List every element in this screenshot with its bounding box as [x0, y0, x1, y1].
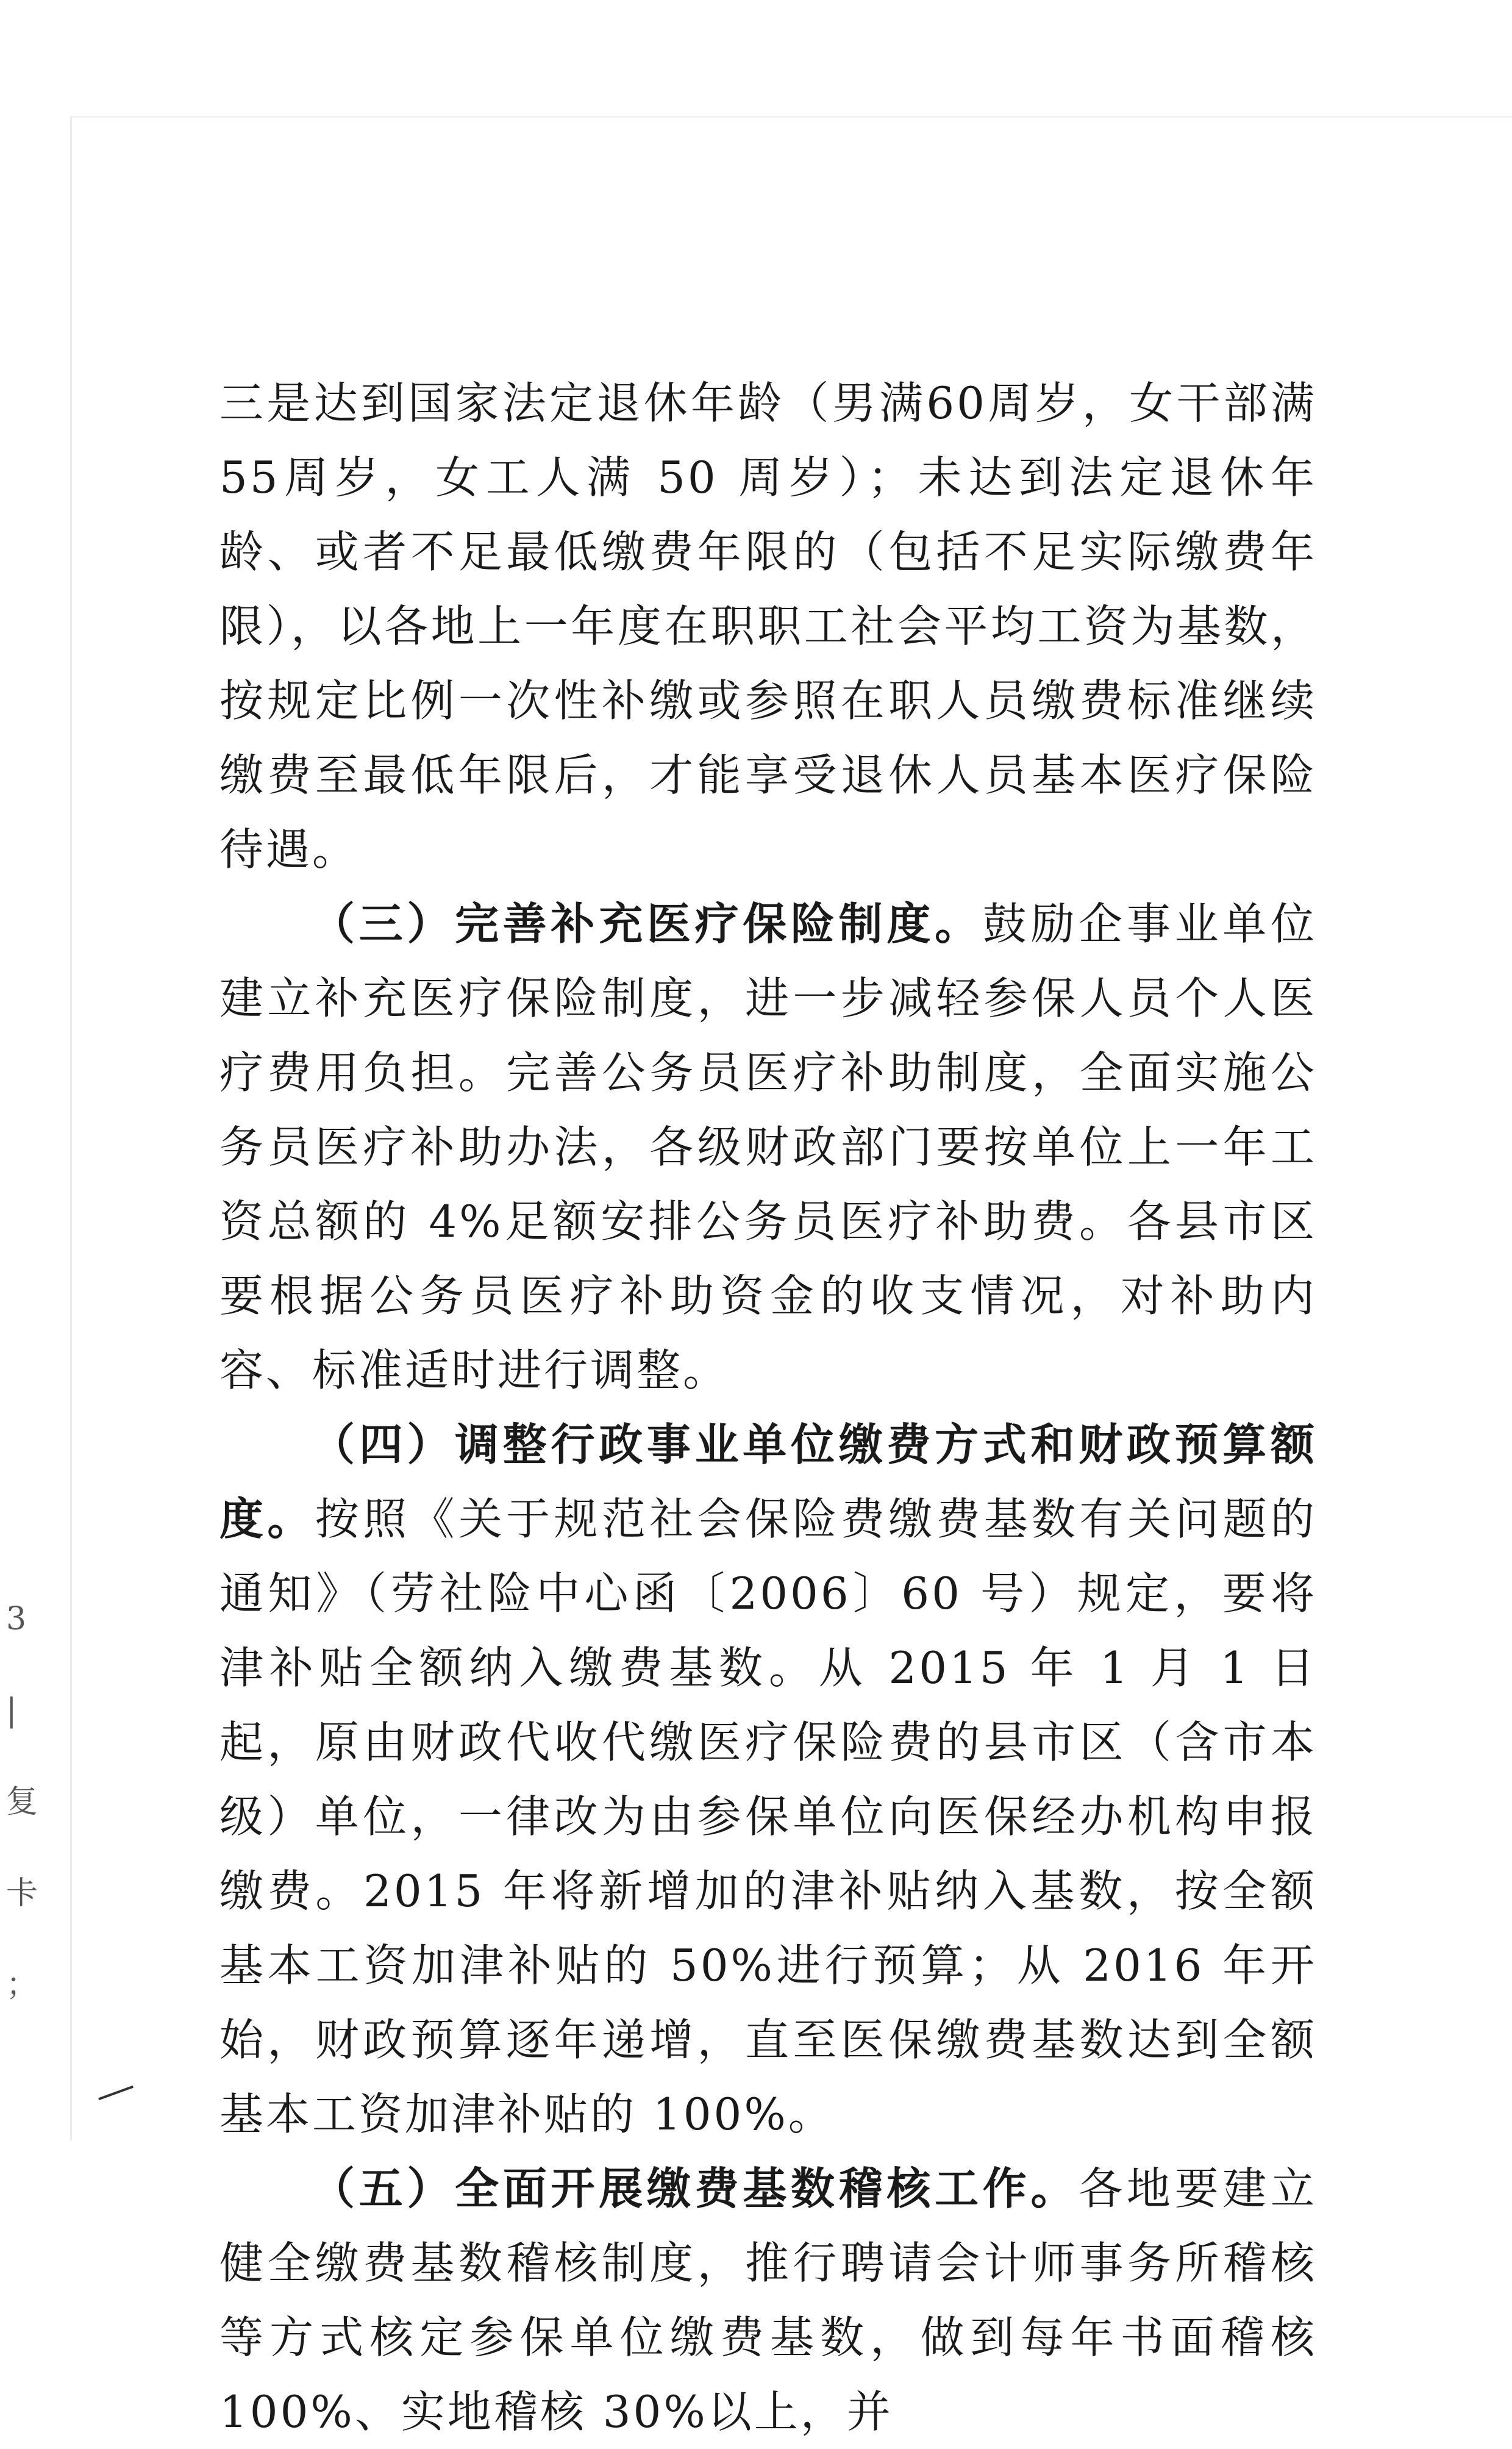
paragraph-text: 按照《关于规范社会保险费缴费基数有关问题的通知》（劳社险中心函〔2006〕60 号）规定，要将津补贴全额纳入缴费基数。从 2015 年 1 月 1 日起，原由财政代收代缴医疗保险费的县市区（含市本级）单位，一律改为由参保单位向医保经办机构申报缴费。2015 年将新增加的津补贴纳入基数，按全额基本工资加津补贴的 50%进行预算；从 2016 年开始，财政预算逐年递增，直至医保缴费基数达到全额基本工资加津补贴的 100%。 — [219, 1493, 1317, 2140]
paragraph-heading: （五）全面开展缴费基数稽核工作。 — [311, 2162, 1079, 2214]
paragraph-retirement-age — [219, 366, 1317, 887]
paragraph-audit-work — [219, 2151, 1317, 2449]
paragraph-heading: （四）调整行政事业单位缴费方式和财政预算额度。 — [219, 1418, 1317, 1545]
paragraph-text: 鼓励企事业单位建立补充医疗保险制度，进一步减轻参保人员个人医疗费用负担。完善公务员医疗补助制度，全面实施公务员医疗补助办法，各级财政部门要按单位上一年工资总额的 4%足额安排公务员医疗补助费。各县市区要根据公务员医疗补助资金的收支情况，对补助内容、标准适时进行调整。 — [219, 898, 1317, 1396]
binding-margin-marks — [6, 1573, 38, 2031]
margin-mark: ； — [6, 1967, 38, 2003]
paragraph-supplementary-insurance — [219, 887, 1317, 1407]
margin-mark: 卡 — [6, 1875, 38, 1912]
document-body — [219, 366, 1317, 2449]
margin-mark: 复 — [6, 1784, 38, 1820]
paragraph-text: 三是达到国家法定退休年龄（男满60周岁，女干部满55周岁，女工人满 50 周岁）；未达到法定退休年龄、或者不足最低缴费年限的（包括不足实际缴费年限），以各地上一年度在职职工社会平均工资为基数，按规定比例一次性补缴或参照在职人员缴费标准继续缴费至最低年限后，才能享受退休人员基本医疗保险待遇。 — [219, 377, 1317, 875]
paragraph-heading: （三）完善补充医疗保险制度。 — [311, 898, 983, 949]
paragraph-text: 各地要建立健全缴费基数稽核制度，推行聘请会计师事务所稽核等方式核定参保单位缴费基数，做到每年书面稽核 100%、实地稽核 30%以上，并 — [219, 2163, 1317, 2437]
margin-mark: 3 — [6, 1601, 27, 1637]
paragraph-payment-method — [219, 1407, 1317, 2151]
margin-mark: | — [6, 1692, 17, 1729]
